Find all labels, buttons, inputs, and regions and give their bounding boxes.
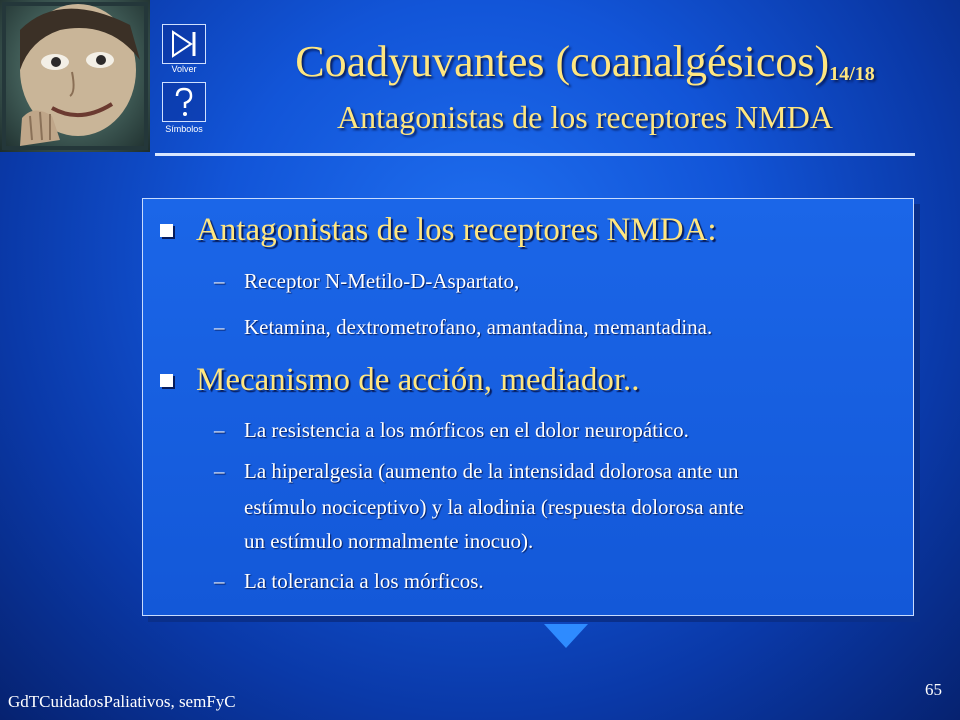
slide-counter: 14/18 [829,63,875,85]
next-slide-arrow-icon[interactable] [544,624,588,648]
sub-item-text: Receptor N-Metilo-D-Aspartato, [244,269,520,293]
title-subtitle: Antagonistas de los receptores NMDA [337,99,833,135]
footer-credit: GdTCuidadosPaliativos, semFyC [8,692,236,711]
bullet-heading-mechanism [160,362,640,399]
sub-item-text: Ketamina, dextrometrofano, amantadina, memantadina. [244,315,713,339]
sub-item-text: La tolerancia a los mórficos. [244,569,484,593]
title-main-line [225,38,945,98]
symbols-label: Símbolos [165,124,203,134]
square-bullet-icon [160,374,173,387]
page-number: 65 [925,680,942,699]
title-main-text: Coadyuvantes (coanalgésicos) [295,37,830,86]
question-mark-icon [169,86,199,118]
back-button[interactable] [162,24,206,64]
sub-item: – La tolerancia a los mórficos. [214,569,484,593]
slide-title [225,38,945,136]
bullet-heading-text: Antagonistas de los receptores NMDA: [196,212,717,248]
play-back-icon [169,29,199,59]
sub-item: – Receptor N-Metilo-D-Aspartato, [214,269,520,293]
sub-item: – Ketamina, dextrometrofano, amantadina, memantadina. [214,315,713,339]
back-label: Volver [171,64,197,74]
sub-item-continuation: estímulo nociceptivo) y la alodinia (respuesta dolorosa ante [244,495,744,519]
portrait-illustration [0,0,150,152]
sub-item-continuation: un estímulo normalmente inocuo). [244,529,534,553]
sub-item-text: La resistencia a los mórficos en el dolor neuropático. [244,418,689,442]
title-divider [155,153,915,156]
symbols-button[interactable] [162,82,206,122]
sub-item-text: La hiperalgesia (aumento de la intensidad dolorosa ante un [244,459,739,483]
face-illustration [0,0,150,152]
bullet-heading-nmda [160,212,717,249]
sub-item: – La resistencia a los mórficos en el dolor neuropático. [214,418,689,442]
square-bullet-icon [160,224,173,237]
bullet-heading-text: Mecanismo de acción, mediador.. [196,362,640,398]
sub-item: – La hiperalgesia (aumento de la intensidad dolorosa ante un [214,459,739,483]
